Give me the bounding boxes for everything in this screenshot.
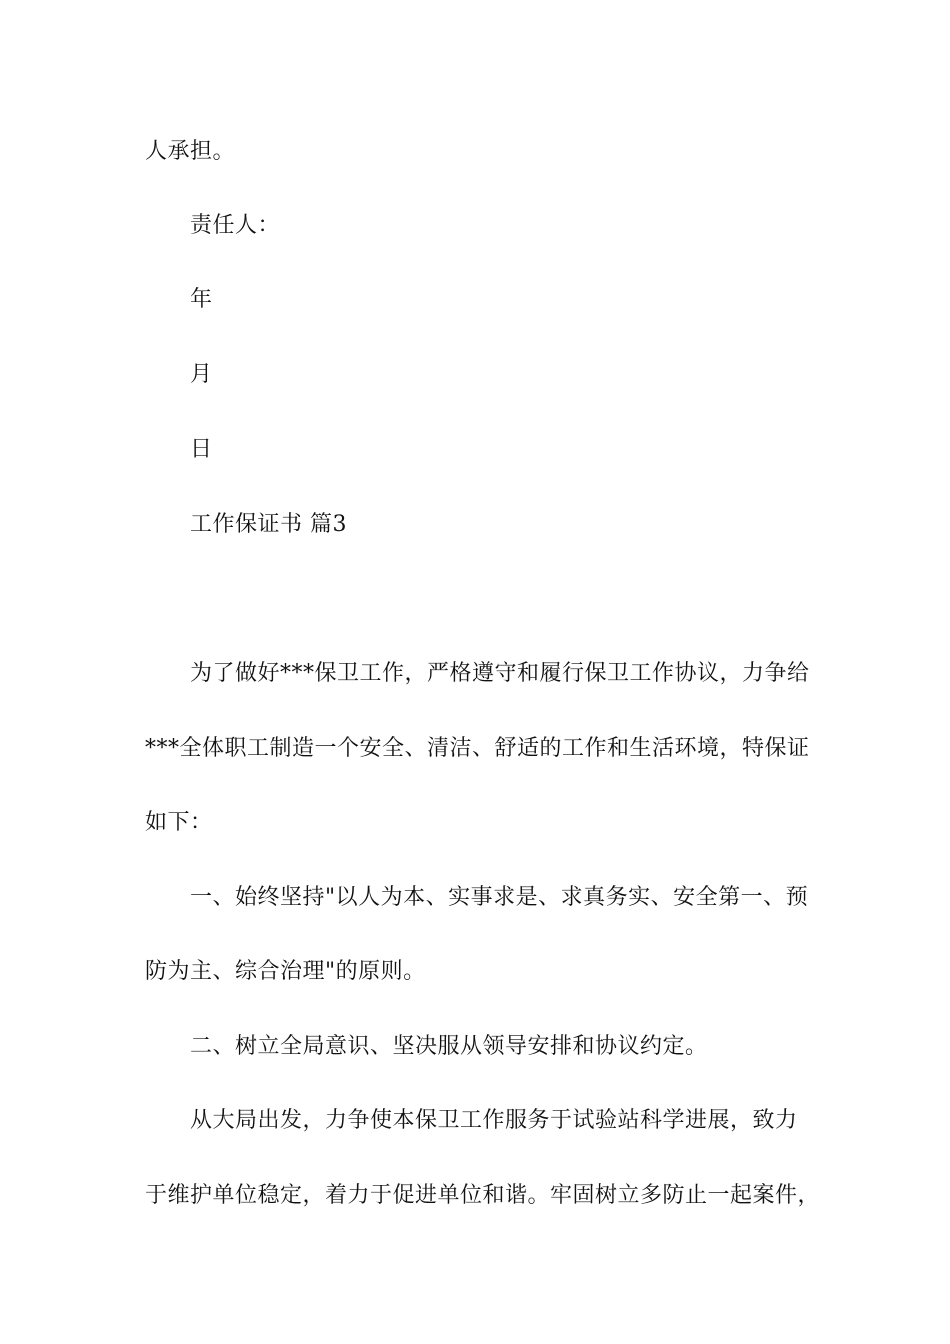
day-label: 日 — [190, 437, 213, 462]
responsible-person-label: 责任人： — [190, 213, 281, 238]
paragraph-line: 如下： — [145, 810, 213, 835]
year-label: 年 — [190, 287, 213, 312]
section-title: 工作保证书 篇3 — [190, 512, 347, 537]
text-line: 人承担。 — [145, 139, 236, 164]
paragraph-line: 防为主、综合治理"的原则。 — [145, 959, 426, 984]
paragraph-line: 从大局出发，力争使本保卫工作服务于试验站科学进展，致力 — [190, 1108, 798, 1133]
paragraph-line: 于维护单位稳定，着力于促进单位和谐。牢固树立多防止一起案件， — [145, 1183, 821, 1208]
paragraph-line: 二、树立全局意识、坚决服从领导安排和协议约定。 — [190, 1034, 708, 1059]
paragraph-line: 一、始终坚持"以人为本、实事求是、求真务实、安全第一、预 — [190, 885, 809, 910]
month-label: 月 — [190, 362, 213, 387]
paragraph-line: ***全体职工制造一个安全、清洁、舒适的工作和生活环境，特保证 — [145, 736, 810, 761]
paragraph-line: 为了做好***保卫工作，严格遵守和履行保卫工作协议，力争给 — [190, 661, 810, 686]
